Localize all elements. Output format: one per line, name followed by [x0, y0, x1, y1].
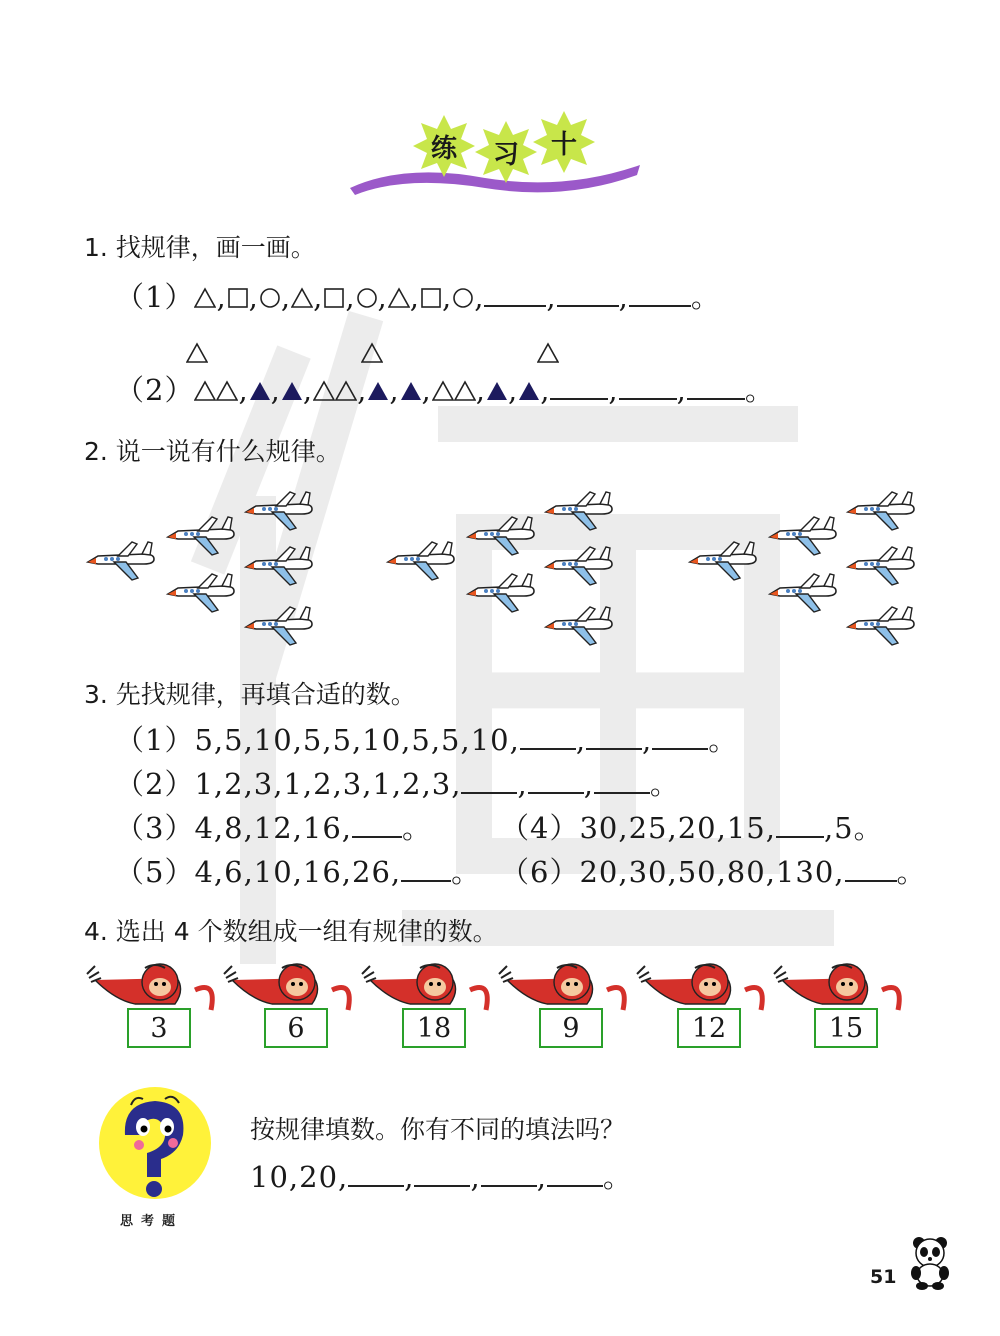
- answer-blank[interactable]: [520, 726, 576, 750]
- monkey-card[interactable]: [497, 960, 632, 1050]
- airplane-icon: [542, 537, 614, 593]
- q3-item-1: （1）5,5,10,5,5,10,5,5,10, , , 。: [115, 723, 739, 757]
- number-card-value: 9: [539, 1008, 603, 1048]
- stacked-triangle-icon: [537, 342, 559, 368]
- exercise-title-banner: [345, 115, 645, 195]
- q3-item-3: （3）4,8,12,16, 。: [115, 811, 433, 845]
- number-card-value: 3: [127, 1008, 191, 1048]
- airplane-icon: [164, 507, 236, 563]
- airplane-icon: [242, 482, 314, 538]
- q4-heading: 4. 选出 4 个数组成一组有规律的数。: [84, 917, 498, 946]
- monkey-card[interactable]: [635, 960, 770, 1050]
- circle-outline-icon: [356, 282, 378, 316]
- square-outline-icon: [323, 282, 345, 316]
- answer-blank[interactable]: [401, 858, 451, 882]
- think-question-label: 思考题: [120, 1214, 184, 1229]
- q3-item-4: （4）30,25,20,15, ,5。: [500, 811, 884, 845]
- q1-sub2-row: （2） , , , , , , , , , , , 。: [115, 373, 775, 407]
- answer-blank[interactable]: [348, 1163, 404, 1187]
- answer-blank[interactable]: [547, 1163, 603, 1187]
- airplane-icon: [844, 597, 916, 653]
- square-outline-icon: [227, 282, 249, 316]
- airplane-icon: [844, 537, 916, 593]
- airplane-icon: [766, 507, 838, 563]
- number-card-value: 18: [402, 1008, 466, 1048]
- answer-blank[interactable]: [652, 726, 708, 750]
- q1-heading: 1. 找规律，画一画。: [84, 233, 316, 262]
- triangle-outline-icon: [291, 282, 313, 316]
- airplane-icon: [242, 597, 314, 653]
- answer-blank[interactable]: [352, 814, 402, 838]
- triangle-outline-icon: [388, 282, 410, 316]
- q1-sub1-row: （1） , , , , , , , , , , , 。: [115, 280, 721, 314]
- q1-sub2-label: （2）: [115, 373, 195, 407]
- airplane-icon: [844, 482, 916, 538]
- airplane-icon: [542, 482, 614, 538]
- circle-outline-icon: [259, 282, 281, 316]
- triangle-outline-icon: [194, 282, 216, 316]
- answer-blank[interactable]: [557, 283, 619, 307]
- answer-blank[interactable]: [528, 770, 584, 794]
- title-char-1: 练: [413, 115, 475, 177]
- answer-blank[interactable]: [687, 376, 745, 400]
- triangle-filled-icon: [281, 375, 303, 409]
- airplane-icon: [766, 564, 838, 620]
- stacked-triangle-icon: [361, 342, 383, 368]
- answer-blank[interactable]: [586, 726, 642, 750]
- airplane-icon: [542, 597, 614, 653]
- triangle-filled-icon: [400, 375, 422, 409]
- question-mark-mascot-icon: [95, 1085, 215, 1219]
- airplane-icon: [242, 537, 314, 593]
- answer-blank[interactable]: [776, 814, 824, 838]
- answer-blank[interactable]: [481, 1163, 537, 1187]
- stacked-triangle-icon: [186, 342, 208, 368]
- think-sequence-row: 10,20, , , , 。: [250, 1160, 633, 1194]
- page-number: 51: [870, 1266, 897, 1288]
- triangle-filled-icon: [367, 375, 389, 409]
- airplane-icon: [464, 507, 536, 563]
- triangle-outline-icon: [313, 375, 335, 409]
- answer-blank[interactable]: [619, 376, 677, 400]
- airplane-icon: [464, 564, 536, 620]
- airplane-icon: [686, 532, 758, 588]
- panda-icon: [905, 1235, 955, 1294]
- square-outline-icon: [420, 282, 442, 316]
- airplane-icon: [384, 532, 456, 588]
- triangle-outline-icon: [432, 375, 454, 409]
- airplane-icon: [164, 564, 236, 620]
- q3-item-2: （2）1,2,3,1,2,3,1,2,3, , , 。: [115, 767, 680, 801]
- title-char-2: 习: [475, 121, 537, 183]
- answer-blank[interactable]: [629, 283, 691, 307]
- answer-blank[interactable]: [594, 770, 650, 794]
- triangle-outline-icon: [335, 375, 357, 409]
- q3-item-5: （5）4,6,10,16,26, 。: [115, 855, 482, 889]
- number-card-value: 12: [677, 1008, 741, 1048]
- airplane-icon: [84, 532, 156, 588]
- answer-blank[interactable]: [550, 376, 608, 400]
- triangle-outline-icon: [454, 375, 476, 409]
- triangle-filled-icon: [518, 375, 540, 409]
- monkey-card[interactable]: [360, 960, 495, 1050]
- answer-blank[interactable]: [461, 770, 517, 794]
- monkey-card[interactable]: [85, 960, 220, 1050]
- monkey-card[interactable]: [772, 960, 907, 1050]
- triangle-outline-icon: [216, 375, 238, 409]
- answer-blank[interactable]: [484, 283, 546, 307]
- q3-item-6: （6）20,30,50,80,130, 。: [500, 855, 927, 889]
- think-prompt: 按规律填数。你有不同的填法吗？: [250, 1115, 626, 1144]
- number-card-value: 6: [264, 1008, 328, 1048]
- circle-outline-icon: [452, 282, 474, 316]
- answer-blank[interactable]: [414, 1163, 470, 1187]
- title-char-3: 十: [533, 111, 595, 173]
- triangle-filled-icon: [249, 375, 271, 409]
- triangle-outline-icon: [194, 375, 216, 409]
- q3-heading: 3. 先找规律，再填合适的数。: [84, 680, 416, 709]
- triangle-filled-icon: [486, 375, 508, 409]
- q2-heading: 2. 说一说有什么规律。: [84, 437, 341, 466]
- number-card-value: 15: [814, 1008, 878, 1048]
- answer-blank[interactable]: [845, 858, 897, 882]
- monkey-card[interactable]: [222, 960, 357, 1050]
- q1-sub1-label: （1）: [115, 280, 195, 314]
